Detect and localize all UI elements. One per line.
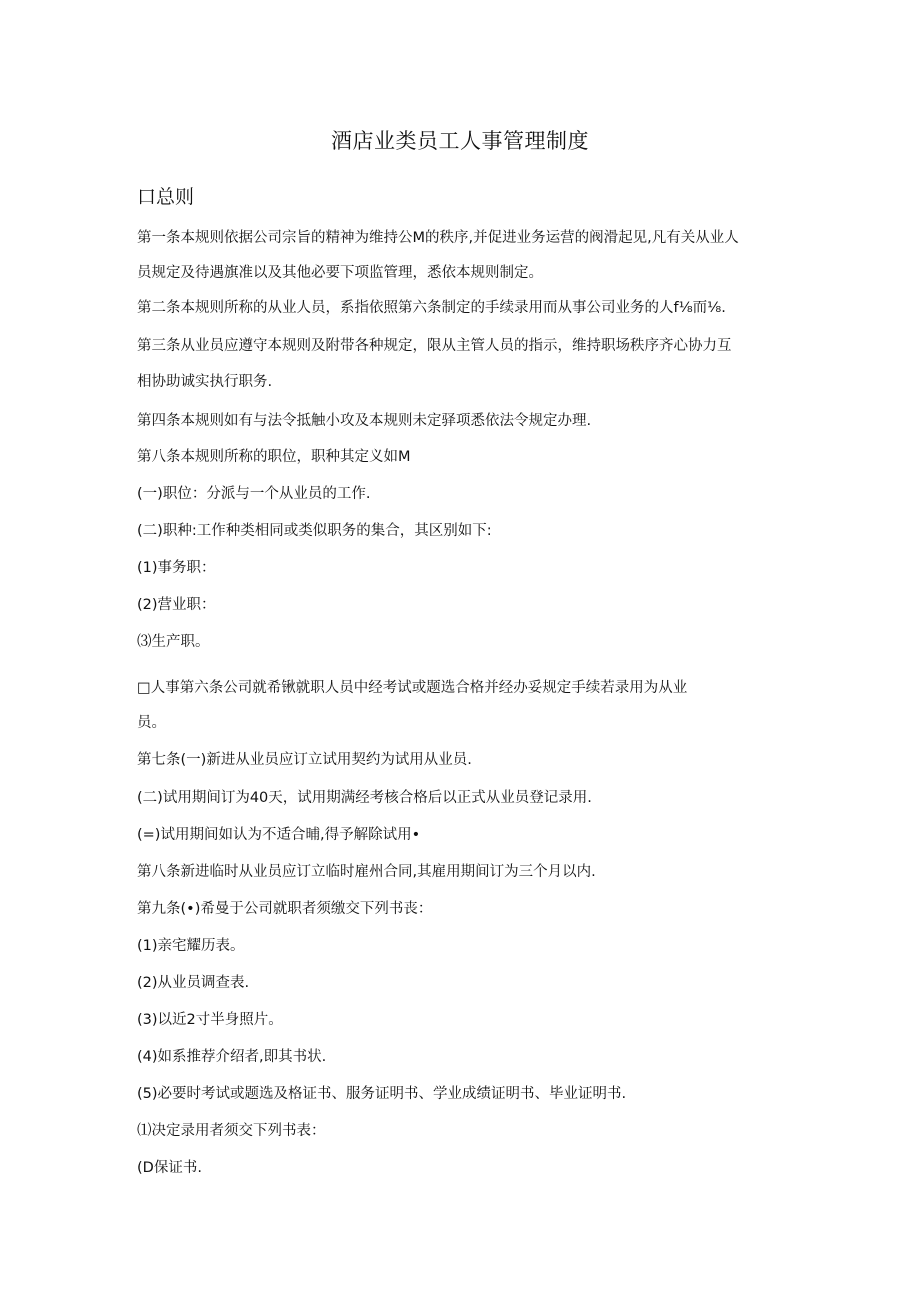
paragraph-line: 相协助诚实执行职务. xyxy=(137,374,273,390)
paragraph-line: (一)职位：分派与一个从业员的工作. xyxy=(137,486,371,502)
paragraph-line: 第七条(一)新进从业员应订立试用契约为试用从业员. xyxy=(137,752,472,768)
section-heading-general: 口总则 xyxy=(137,186,195,208)
paragraph-line: □人事第六条公司就希锹就职人员中经考试或题选合格并经办妥规定手续若录用为从业 xyxy=(137,680,688,696)
paragraph-line: 第九条(•)希曼于公司就职者须缴交下列书丧： xyxy=(137,901,433,917)
paragraph-line: (2)营业职： xyxy=(137,597,216,613)
paragraph-line: 第一条本规则依据公司宗旨的精神为维持公M的秩序,并促进业务运营的阀滑起见,凡有关从业人 xyxy=(137,230,739,246)
paragraph-line: (1)亲宅耀历表。 xyxy=(137,938,245,954)
paragraph-line: 第八条新进临时从业员应订立临时雇州合同,其雇用期间订为三个月以内. xyxy=(137,864,596,880)
paragraph-line: (3)以近2寸半身照片。 xyxy=(137,1012,283,1028)
paragraph-line: (4)如系推荐介绍者,即其书状. xyxy=(137,1049,327,1065)
paragraph-line: 员规定及待遇旗准以及其他必要下项监管理，悉依本规则制定。 xyxy=(137,265,543,281)
paragraph-line: (二)职种:工作种类相同或类似职务的集合，其区别如下: xyxy=(137,523,492,539)
paragraph-line: (=)试用期间如认为不适合晡,得予解除试用• xyxy=(137,827,421,843)
paragraph-line: 第四条本规则如有与法令抵触小攻及本规则未定驿项悉依法令规定办理. xyxy=(137,413,592,429)
paragraph-line: 第二条本规则所称的从业人员，系指依照第六条制定的手续录用而从事公司业务的人f⅛而⅛. xyxy=(137,300,726,316)
paragraph-line: 员。 xyxy=(137,715,166,731)
paragraph-line: (1)事务职： xyxy=(137,560,216,576)
paragraph-line: (2)从业员调查表. xyxy=(137,975,250,991)
paragraph-line: 第三条从业员应遵守本规则及附带各种规定，限从主管人员的指示，维持职场秩序齐心协力互 xyxy=(137,338,732,354)
paragraph-line: ⑶生产职。 xyxy=(137,634,210,650)
paragraph-line: (D保证书. xyxy=(137,1160,202,1176)
paragraph-line: (5)必要时考试或题选及格证书、服务证明书、学业成绩证明书、毕业证明书. xyxy=(137,1086,627,1102)
document-title: 酒店业类员工人事管理制度 xyxy=(331,129,589,153)
paragraph-line: ⑴决定录用者须交下列书表： xyxy=(137,1123,326,1139)
paragraph-line: (二)试用期间订为40天，试用期满经考核合格后以正式从业员登记录用. xyxy=(137,790,592,806)
paragraph-line: 第八条本规则所称的职位，职种其定义如M xyxy=(137,449,411,465)
